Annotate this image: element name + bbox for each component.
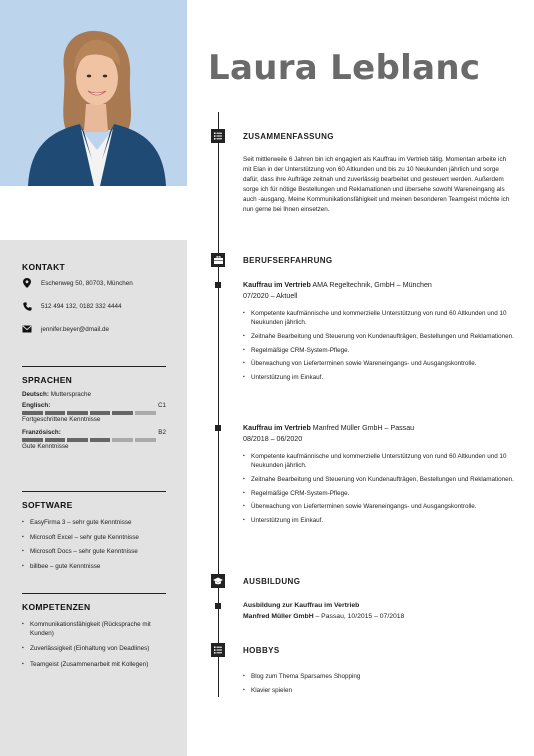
level-segment xyxy=(45,438,66,442)
list-item: ▪ Blog zum Thema Sparsames Shopping xyxy=(243,672,515,681)
language-level-bar xyxy=(22,438,166,442)
level-segment xyxy=(90,411,111,415)
list-item: ▪ Überwachung von Lieferterminen sowie Wareneingangs- und Ausgangskontrolle. xyxy=(243,359,515,368)
contact-heading: KONTAKT xyxy=(22,262,66,272)
contact-section xyxy=(22,262,166,333)
language-item xyxy=(22,429,166,450)
list-item: ▪ Kompetente kaufmännische und kommerzielle Unterstützung von rund 60 Altkunden und 10 Neukunden jährlich. xyxy=(243,309,515,328)
list-item: ▪ Klavier spielen xyxy=(243,686,515,695)
timeline-marker xyxy=(215,425,221,431)
list-item: ▪ Microsoft Docs – sehr gute Kenntnisse xyxy=(22,547,166,556)
list-item: ▪ Kompetente kaufmännische und kommerzielle Unterstützung von rund 60 Altkunden und 10 Neukunden jährlich. xyxy=(243,452,515,471)
graduation-cap-icon xyxy=(211,574,225,588)
education-school: Manfred Müller GmbH xyxy=(243,613,314,620)
divider xyxy=(22,366,166,367)
divider xyxy=(22,593,166,594)
job-position: Kauffrau im Vertrieb xyxy=(243,281,311,289)
list-icon xyxy=(211,129,225,143)
languages-section xyxy=(22,375,166,450)
level-segment xyxy=(135,438,156,442)
job-employer: AMA Regeltechnik, GmbH – München xyxy=(312,281,432,289)
native-language xyxy=(22,391,166,398)
software-list xyxy=(22,518,166,571)
contact-email xyxy=(22,324,109,334)
envelope-icon xyxy=(22,324,32,334)
hobbies-heading: HOBBYS xyxy=(243,646,280,655)
profile-photo xyxy=(0,0,187,186)
skills-heading: KOMPETENZEN xyxy=(22,602,91,612)
native-language-label: Deutsch: xyxy=(22,391,49,398)
education-place-dates: – Passau, 10/2015 – 07/2018 xyxy=(313,613,405,620)
list-item: ▪ Zeitnahe Bearbeitung und Steuerung von Kundenaufträgen, Bestellungen und Reklamationen. xyxy=(243,475,515,484)
list-item: ▪ billbee – gute Kenntnisse xyxy=(22,562,166,571)
skills-list xyxy=(22,620,166,669)
summary-heading: ZUSAMMENFASSUNG xyxy=(243,132,334,141)
education-degree: Ausbildung zur Kauffrau im Vertrieb xyxy=(243,602,360,609)
job-dates: 08/2018 – 06/2020 xyxy=(243,435,303,443)
list-item: ▪ Kommunikationsfähigkeit (Rücksprache mit Kunden) xyxy=(22,620,166,638)
sidebar xyxy=(0,240,187,756)
timeline-line xyxy=(218,112,219,697)
job-dates: 07/2020 – Aktuell xyxy=(243,292,298,300)
contact-phone xyxy=(22,301,122,311)
contact-email-text[interactable]: jennifer.beyer@dmail.de xyxy=(41,325,109,333)
list-item: ▪ EasyFirma 3 – sehr gute Kenntnisse xyxy=(22,518,166,527)
job-title xyxy=(243,424,414,432)
list-item: ▪ Teamgeist (Zusammenarbeit mit Kollegen) xyxy=(22,660,166,669)
languages-heading: SPRACHEN xyxy=(22,375,73,385)
experience-heading: BERUFSERFAHRUNG xyxy=(243,256,333,265)
language-item xyxy=(22,402,166,423)
level-segment xyxy=(67,438,88,442)
level-segment xyxy=(112,438,133,442)
divider xyxy=(22,491,166,492)
skills-section xyxy=(22,602,166,674)
hobbies-list xyxy=(243,672,515,700)
contact-address-text: Eschenweg 50, 80703, München xyxy=(41,279,133,287)
list-item: ▪ Zuverlässigkeit (Einhaltung von Deadlines) xyxy=(22,644,166,653)
job-tasks xyxy=(243,452,515,529)
language-level-bar xyxy=(22,411,166,415)
language-level: B2 xyxy=(158,429,166,436)
contact-address xyxy=(22,278,133,288)
summary-text: Seit mittlerweile 6 Jahren bin ich engagiert als Kauffrau im Vertrieb tätig. Momentan arbeite ich mit Elan in der Unterstützung von 60 Altkunden und bis zu 10 Neukunden jährlich und sorge dafür, dass ihre Aufträge zeitnah und zuverlässig bearbeitet und gesteuert werden. Außerdem sorge ich für nötige Bestellungen und Reklamationen und übersehe sowohl Wareneingang als auch -ausgang. Meine Kommunikationsfähigkeit und meinen besonderen Teamgeist möchte ich nun gerne bei Ihnen einsetzen. xyxy=(243,156,510,213)
level-segment xyxy=(67,411,88,415)
software-heading: SOFTWARE xyxy=(22,500,73,510)
job-title xyxy=(243,281,432,289)
list-item: ▪ Unterstützung im Einkauf. xyxy=(243,516,515,525)
language-description: Gute Kenntnisse xyxy=(22,443,69,450)
briefcase-icon xyxy=(211,253,225,267)
job-position: Kauffrau im Vertrieb xyxy=(243,424,311,432)
list-item: ▪ Regelmäßige CRM-System-Pflege. xyxy=(243,489,515,498)
timeline-marker xyxy=(215,603,221,609)
timeline-marker xyxy=(215,282,221,288)
language-name: Englisch: xyxy=(22,402,51,409)
list-item: ▪ Zeitnahe Bearbeitung und Steuerung von Kundenaufträgen, Bestellungen und Reklamationen. xyxy=(243,332,515,341)
education-details xyxy=(243,613,404,620)
list-item: ▪ Microsoft Excel – sehr gute Kenntnisse xyxy=(22,533,166,542)
list-item: ▪ Regelmäßige CRM-System-Pflege. xyxy=(243,346,515,355)
contact-phone-text: 512 494 132, 0182 332 4444 xyxy=(41,302,122,310)
level-segment xyxy=(45,411,66,415)
phone-icon xyxy=(22,301,32,311)
level-segment xyxy=(22,438,43,442)
list-item: ▪ Unterstützung im Einkauf. xyxy=(243,373,515,382)
software-section xyxy=(22,500,166,577)
list-item: ▪ Überwachung von Lieferterminen sowie Wareneingangs- und Ausgangskontrolle. xyxy=(243,502,515,511)
level-segment xyxy=(22,411,43,415)
language-description: Fortgeschrittene Kenntnisse xyxy=(22,416,101,423)
level-segment xyxy=(90,438,111,442)
page-title: Laura Leblanc xyxy=(208,48,481,88)
location-pin-icon xyxy=(22,278,32,288)
job-employer: Manfred Müller GmbH – Passau xyxy=(312,424,415,432)
list-icon xyxy=(211,643,225,657)
native-language-value: Muttersprache xyxy=(50,391,91,398)
level-segment xyxy=(112,411,133,415)
job-tasks xyxy=(243,309,515,386)
language-level: C1 xyxy=(157,402,166,409)
level-segment xyxy=(135,411,156,415)
education-heading: AUSBILDUNG xyxy=(243,577,301,586)
language-name: Französisch: xyxy=(22,429,61,436)
